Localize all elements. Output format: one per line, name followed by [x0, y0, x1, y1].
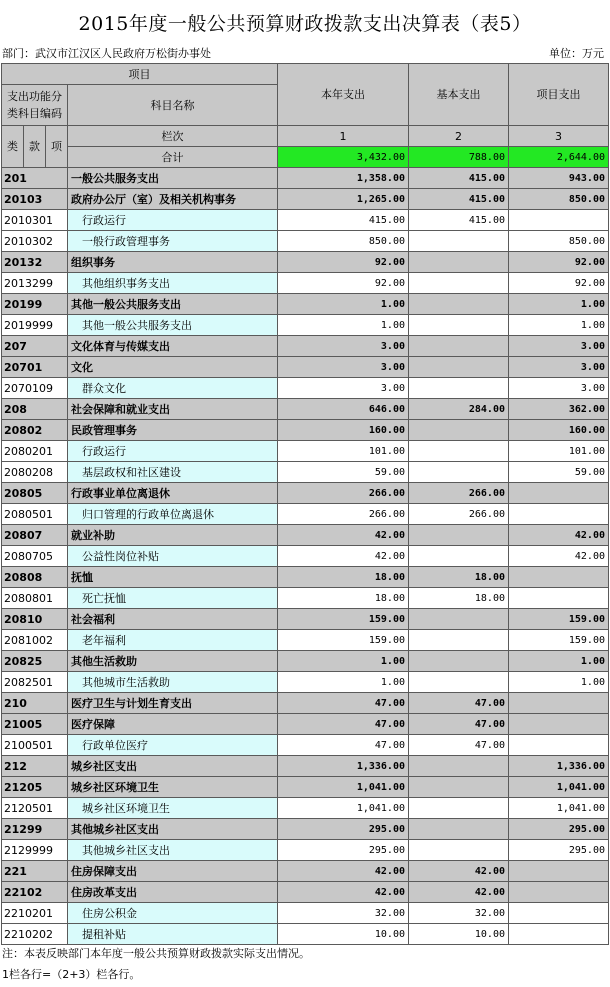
table-row	[2, 462, 609, 483]
row-name: 民政管理事务	[68, 420, 278, 441]
table-row	[2, 630, 609, 651]
row-total: 1,358.00	[278, 168, 409, 189]
row-code: 2081002	[2, 630, 68, 651]
row-basic	[409, 315, 509, 336]
row-name: 死亡抚恤	[68, 588, 278, 609]
row-project	[509, 714, 609, 735]
row-name: 归口管理的行政单位离退休	[68, 504, 278, 525]
total-label: 合计	[68, 147, 278, 168]
row-project	[509, 588, 609, 609]
row-project: 850.00	[509, 231, 609, 252]
row-total: 266.00	[278, 504, 409, 525]
row-project: 160.00	[509, 420, 609, 441]
table-row	[2, 168, 609, 189]
total-row	[2, 147, 609, 168]
row-total: 47.00	[278, 693, 409, 714]
header-code-label: 支出功能分类科目编码	[2, 85, 68, 126]
row-basic	[409, 840, 509, 861]
row-name: 城乡社区环境卫生	[68, 798, 278, 819]
row-basic	[409, 273, 509, 294]
row-basic	[409, 630, 509, 651]
table-row	[2, 861, 609, 882]
row-basic: 47.00	[409, 714, 509, 735]
row-code: 2080801	[2, 588, 68, 609]
row-total: 160.00	[278, 420, 409, 441]
row-basic: 47.00	[409, 735, 509, 756]
row-total: 1.00	[278, 315, 409, 336]
row-basic: 10.00	[409, 924, 509, 945]
row-basic: 42.00	[409, 861, 509, 882]
header-n2: 2	[409, 126, 509, 147]
row-total: 18.00	[278, 588, 409, 609]
row-total: 850.00	[278, 231, 409, 252]
row-project	[509, 693, 609, 714]
row-basic	[409, 756, 509, 777]
row-basic: 415.00	[409, 189, 509, 210]
row-code: 2129999	[2, 840, 68, 861]
row-total: 415.00	[278, 210, 409, 231]
row-project: 3.00	[509, 336, 609, 357]
table-row	[2, 210, 609, 231]
row-total: 159.00	[278, 609, 409, 630]
table-row	[2, 483, 609, 504]
table-row	[2, 672, 609, 693]
table-row	[2, 819, 609, 840]
total-value-1: 3,432.00	[278, 147, 409, 168]
row-project	[509, 504, 609, 525]
row-name: 住房公积金	[68, 903, 278, 924]
row-basic	[409, 546, 509, 567]
header-row-project	[2, 64, 609, 85]
table-row	[2, 189, 609, 210]
table-row	[2, 525, 609, 546]
row-basic	[409, 819, 509, 840]
table-row	[2, 273, 609, 294]
row-basic: 18.00	[409, 588, 509, 609]
expenditure-table	[1, 63, 609, 945]
row-project	[509, 924, 609, 945]
row-total: 10.00	[278, 924, 409, 945]
row-name: 政府办公厅（室）及相关机构事务	[68, 189, 278, 210]
row-code: 207	[2, 336, 68, 357]
row-basic	[409, 420, 509, 441]
row-total: 1,265.00	[278, 189, 409, 210]
row-name: 社会福利	[68, 609, 278, 630]
row-name: 组织事务	[68, 252, 278, 273]
table-row	[2, 294, 609, 315]
row-code: 2019999	[2, 315, 68, 336]
row-project: 850.00	[509, 189, 609, 210]
row-total: 295.00	[278, 819, 409, 840]
row-name: 文化	[68, 357, 278, 378]
table-row	[2, 924, 609, 945]
header-project: 项目	[2, 64, 278, 85]
table-row	[2, 903, 609, 924]
row-name: 行政事业单位离退休	[68, 483, 278, 504]
row-total: 159.00	[278, 630, 409, 651]
row-project: 3.00	[509, 378, 609, 399]
header-kuan: 款	[24, 126, 46, 168]
row-total: 1.00	[278, 294, 409, 315]
row-code: 20808	[2, 567, 68, 588]
row-name: 行政运行	[68, 441, 278, 462]
row-total: 101.00	[278, 441, 409, 462]
row-basic: 18.00	[409, 567, 509, 588]
row-project: 1.00	[509, 294, 609, 315]
row-name: 行政单位医疗	[68, 735, 278, 756]
row-project: 42.00	[509, 525, 609, 546]
row-code: 20199	[2, 294, 68, 315]
table-row	[2, 588, 609, 609]
row-project: 3.00	[509, 357, 609, 378]
row-project	[509, 735, 609, 756]
row-code: 2100501	[2, 735, 68, 756]
row-name: 医疗卫生与计划生育支出	[68, 693, 278, 714]
row-code: 2210202	[2, 924, 68, 945]
table-row	[2, 714, 609, 735]
table-row	[2, 315, 609, 336]
row-total: 42.00	[278, 525, 409, 546]
row-code: 21299	[2, 819, 68, 840]
row-name: 公益性岗位补贴	[68, 546, 278, 567]
row-project: 1.00	[509, 672, 609, 693]
row-name: 抚恤	[68, 567, 278, 588]
row-basic	[409, 777, 509, 798]
row-name: 基层政权和社区建设	[68, 462, 278, 483]
header-n3: 3	[509, 126, 609, 147]
row-project: 1,041.00	[509, 798, 609, 819]
row-basic	[409, 672, 509, 693]
row-basic	[409, 609, 509, 630]
row-project: 1.00	[509, 651, 609, 672]
row-project: 295.00	[509, 819, 609, 840]
row-code: 20810	[2, 609, 68, 630]
row-basic	[409, 798, 509, 819]
row-name: 其他城乡社区支出	[68, 840, 278, 861]
row-total: 92.00	[278, 252, 409, 273]
row-project	[509, 882, 609, 903]
row-total: 47.00	[278, 714, 409, 735]
row-name: 其他组织事务支出	[68, 273, 278, 294]
row-code: 201	[2, 168, 68, 189]
footnote-2: 1栏各行=（2+3）栏各行。	[2, 968, 141, 981]
row-basic	[409, 525, 509, 546]
row-code: 2080501	[2, 504, 68, 525]
row-name: 其他生活救助	[68, 651, 278, 672]
row-name: 住房改革支出	[68, 882, 278, 903]
header-name-label: 科目名称	[68, 85, 278, 126]
header-lanci: 栏次	[68, 126, 278, 147]
row-total: 47.00	[278, 735, 409, 756]
row-name: 城乡社区支出	[68, 756, 278, 777]
row-name: 其他城乡社区支出	[68, 819, 278, 840]
row-basic: 284.00	[409, 399, 509, 420]
table-row	[2, 651, 609, 672]
row-project: 362.00	[509, 399, 609, 420]
row-code: 2010302	[2, 231, 68, 252]
table-row	[2, 357, 609, 378]
table-row	[2, 567, 609, 588]
row-basic	[409, 231, 509, 252]
row-name: 就业补助	[68, 525, 278, 546]
header-col-total: 本年支出	[278, 64, 409, 126]
row-total: 1,041.00	[278, 777, 409, 798]
row-basic: 415.00	[409, 168, 509, 189]
row-code: 221	[2, 861, 68, 882]
total-value-2: 788.00	[409, 147, 509, 168]
row-project	[509, 903, 609, 924]
row-project: 92.00	[509, 273, 609, 294]
row-basic: 32.00	[409, 903, 509, 924]
row-project	[509, 861, 609, 882]
row-basic	[409, 252, 509, 273]
row-code: 2013299	[2, 273, 68, 294]
row-project: 1,336.00	[509, 756, 609, 777]
row-total: 42.00	[278, 546, 409, 567]
row-name: 其他城市生活救助	[68, 672, 278, 693]
row-code: 21205	[2, 777, 68, 798]
row-name: 医疗保障	[68, 714, 278, 735]
row-project: 101.00	[509, 441, 609, 462]
row-total: 266.00	[278, 483, 409, 504]
row-basic: 42.00	[409, 882, 509, 903]
row-basic: 266.00	[409, 483, 509, 504]
table-row	[2, 336, 609, 357]
row-total: 1.00	[278, 672, 409, 693]
row-project	[509, 483, 609, 504]
row-project: 1,041.00	[509, 777, 609, 798]
table-row	[2, 798, 609, 819]
table-row	[2, 378, 609, 399]
row-code: 210	[2, 693, 68, 714]
row-basic	[409, 357, 509, 378]
table-row	[2, 609, 609, 630]
row-total: 92.00	[278, 273, 409, 294]
table-row	[2, 252, 609, 273]
row-project: 295.00	[509, 840, 609, 861]
row-code: 2080201	[2, 441, 68, 462]
row-code: 2080208	[2, 462, 68, 483]
table-row	[2, 504, 609, 525]
row-basic: 266.00	[409, 504, 509, 525]
footnote-1: 注：本表反映部门本年度一般公共预算财政拨款实际支出情况。	[2, 947, 310, 960]
unit-label: 单位：万元	[549, 47, 604, 60]
row-name: 群众文化	[68, 378, 278, 399]
table-row	[2, 777, 609, 798]
row-code: 20807	[2, 525, 68, 546]
row-code: 20805	[2, 483, 68, 504]
table-row	[2, 693, 609, 714]
row-basic	[409, 462, 509, 483]
row-total: 42.00	[278, 882, 409, 903]
row-code: 2010301	[2, 210, 68, 231]
page-title: 2015年度一般公共预算财政拨款支出决算表（表5）	[78, 13, 532, 35]
row-basic	[409, 651, 509, 672]
header-col-project: 项目支出	[509, 64, 609, 126]
header-xiang: 项	[46, 126, 68, 168]
row-project: 159.00	[509, 609, 609, 630]
row-name: 社会保障和就业支出	[68, 399, 278, 420]
row-project: 1.00	[509, 315, 609, 336]
row-project: 42.00	[509, 546, 609, 567]
row-basic	[409, 336, 509, 357]
row-total: 42.00	[278, 861, 409, 882]
row-total: 59.00	[278, 462, 409, 483]
row-name: 城乡社区环境卫生	[68, 777, 278, 798]
table-row	[2, 840, 609, 861]
row-code: 2080705	[2, 546, 68, 567]
department-label: 部门：武汉市江汉区人民政府万松街办事处	[2, 47, 211, 60]
row-name: 文化体育与传媒支出	[68, 336, 278, 357]
row-code: 20701	[2, 357, 68, 378]
row-project	[509, 210, 609, 231]
row-name: 提租补贴	[68, 924, 278, 945]
row-total: 1,336.00	[278, 756, 409, 777]
row-project: 159.00	[509, 630, 609, 651]
row-total: 3.00	[278, 378, 409, 399]
row-total: 646.00	[278, 399, 409, 420]
row-name: 老年福利	[68, 630, 278, 651]
table-row	[2, 882, 609, 903]
header-n1: 1	[278, 126, 409, 147]
row-basic	[409, 294, 509, 315]
total-value-3: 2,644.00	[509, 147, 609, 168]
row-code: 2082501	[2, 672, 68, 693]
row-code: 20132	[2, 252, 68, 273]
table-row	[2, 399, 609, 420]
header-row-lanci	[2, 126, 609, 147]
header-lei: 类	[2, 126, 24, 168]
row-name: 一般行政管理事务	[68, 231, 278, 252]
table-row	[2, 546, 609, 567]
table-row	[2, 756, 609, 777]
row-name: 一般公共服务支出	[68, 168, 278, 189]
row-total: 1,041.00	[278, 798, 409, 819]
table-row	[2, 441, 609, 462]
row-total: 3.00	[278, 336, 409, 357]
row-project	[509, 567, 609, 588]
row-total: 32.00	[278, 903, 409, 924]
table-row	[2, 231, 609, 252]
row-code: 21005	[2, 714, 68, 735]
row-name: 其他一般公共服务支出	[68, 294, 278, 315]
row-code: 2070109	[2, 378, 68, 399]
row-name: 住房保障支出	[68, 861, 278, 882]
row-code: 2210201	[2, 903, 68, 924]
row-code: 20103	[2, 189, 68, 210]
row-basic: 415.00	[409, 210, 509, 231]
row-total: 1.00	[278, 651, 409, 672]
row-code: 22102	[2, 882, 68, 903]
row-name: 其他一般公共服务支出	[68, 315, 278, 336]
row-basic	[409, 441, 509, 462]
row-code: 208	[2, 399, 68, 420]
row-code: 20825	[2, 651, 68, 672]
row-basic: 47.00	[409, 693, 509, 714]
table-row	[2, 420, 609, 441]
header-col-basic: 基本支出	[409, 64, 509, 126]
row-project: 59.00	[509, 462, 609, 483]
row-name: 行政运行	[68, 210, 278, 231]
row-total: 18.00	[278, 567, 409, 588]
row-project: 943.00	[509, 168, 609, 189]
table-row	[2, 735, 609, 756]
row-total: 3.00	[278, 357, 409, 378]
row-basic	[409, 378, 509, 399]
row-code: 212	[2, 756, 68, 777]
row-total: 295.00	[278, 840, 409, 861]
row-code: 2120501	[2, 798, 68, 819]
row-project: 92.00	[509, 252, 609, 273]
row-code: 20802	[2, 420, 68, 441]
